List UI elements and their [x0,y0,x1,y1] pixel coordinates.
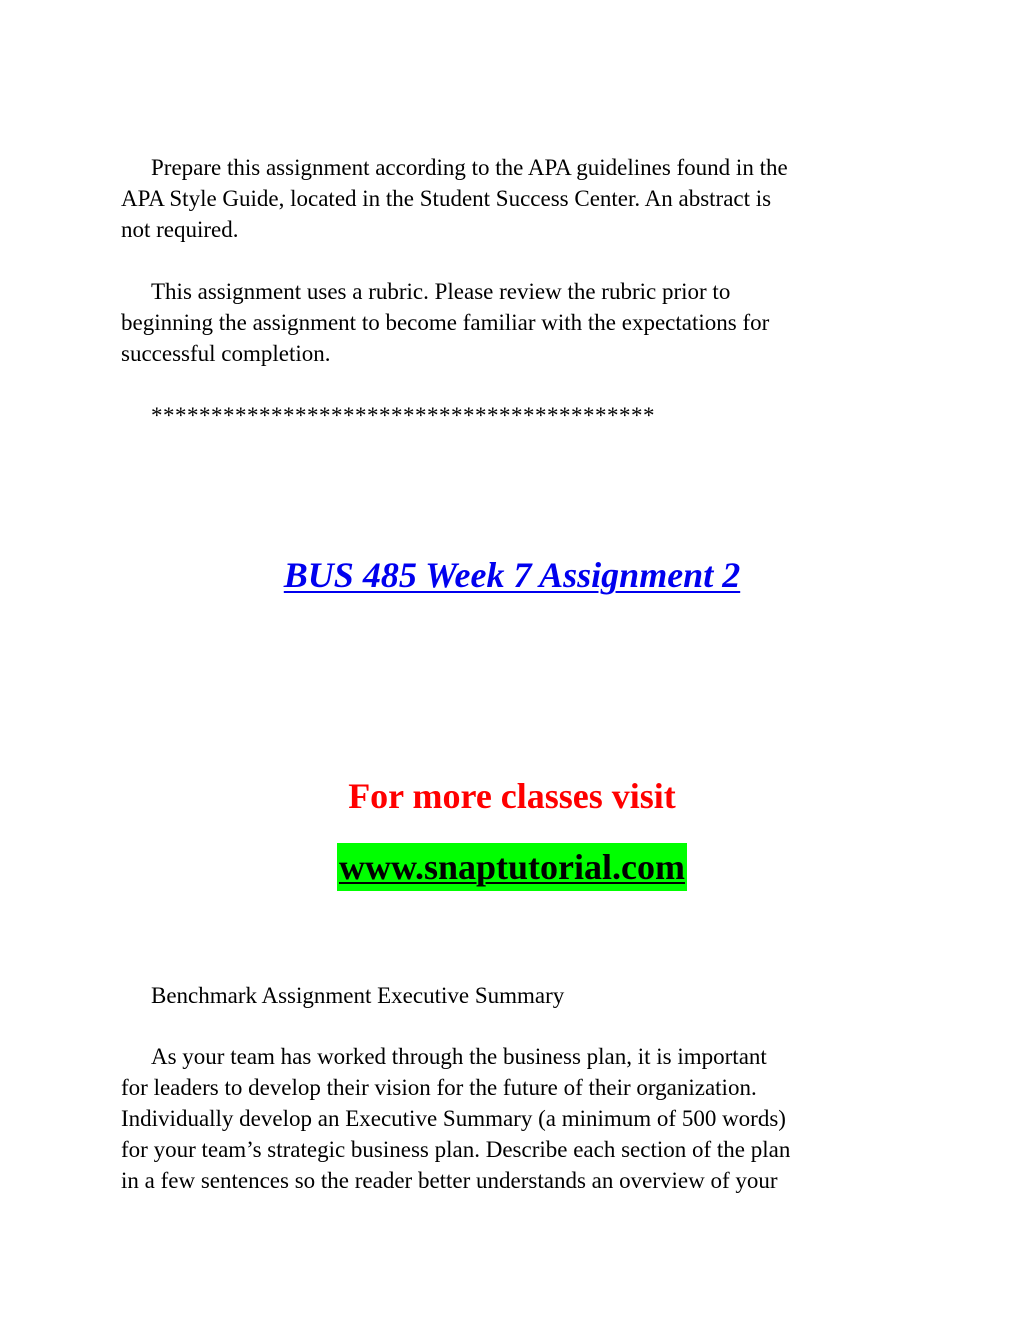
course-assignment-link[interactable]: BUS 485 Week 7 Assignment 2 [283,555,741,595]
rubric-paragraph [121,276,911,369]
paragraph-line: This assignment uses a rubric. Please review the rubric prior to [151,279,731,304]
site-link-container [0,843,1024,891]
paragraph-line: not required. [121,217,239,242]
section-title-text: Benchmark Assignment Executive Summary [151,983,565,1008]
section-title [121,980,911,1011]
paragraph-line: Individually develop an Executive Summary (a minimum of 500 words) [121,1106,786,1131]
promo-heading: For more classes visit [348,776,676,816]
asterisk-separator: ****************************************** [151,403,655,428]
paragraph-line: for leaders to develop their vision for the future of their organization. [121,1075,757,1100]
paragraph-line: APA Style Guide, located in the Student Success Center. An abstract is [121,186,772,211]
apa-instructions-paragraph [121,152,911,245]
paragraph-line: beginning the assignment to become familiar with the expectations for [121,310,770,335]
paragraph-line: As your team has worked through the business plan, it is important [151,1044,767,1069]
paragraph-line: Prepare this assignment according to the APA guidelines found in the [151,155,788,180]
executive-summary-paragraph [121,1041,911,1196]
paragraph-line: successful completion. [121,341,331,366]
paragraph-line: in a few sentences so the reader better understands an overview of your [121,1168,778,1193]
snaptutorial-link[interactable]: www.snaptutorial.com [337,843,687,891]
paragraph-line: for your team’s strategic business plan. Describe each section of the plan [121,1137,791,1162]
